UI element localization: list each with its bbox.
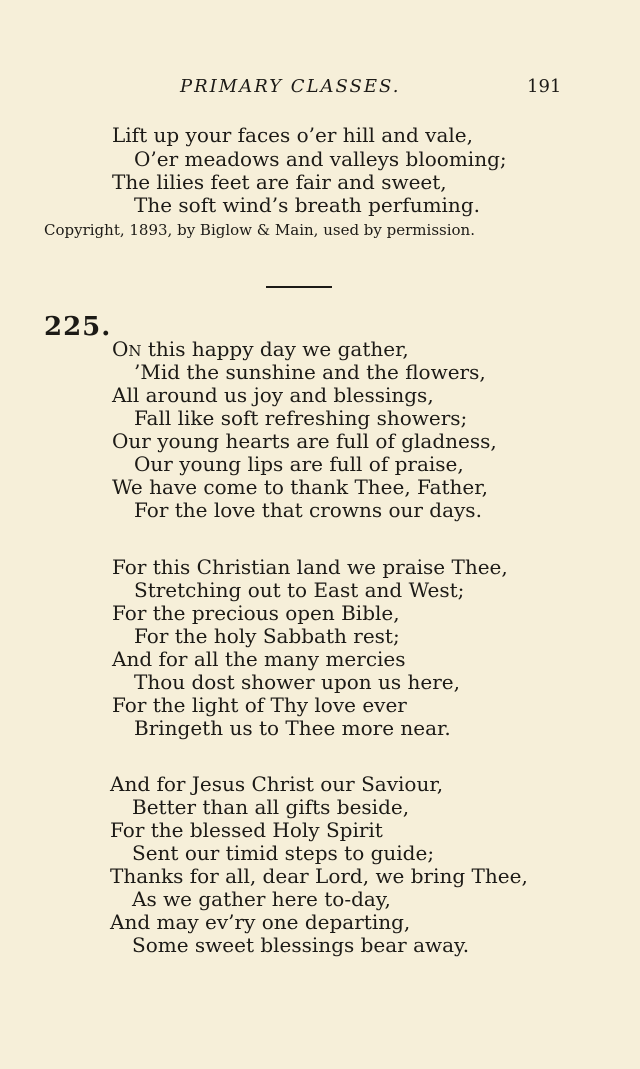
verse-line-first: [112, 338, 409, 362]
verse-line: For the blessed Holy Spirit: [110, 818, 383, 842]
verse-line: Better than all gifts beside,: [132, 795, 410, 819]
verse-line: Our young lips are full of praise,: [134, 452, 464, 476]
hymn-number: 225.: [44, 312, 112, 342]
verse-line: For the precious open Bible,: [112, 601, 400, 625]
verse-line: Bringeth us to Thee more near.: [134, 716, 451, 740]
verse-line: Thou dost shower upon us here,: [134, 670, 460, 694]
verse-line: For this Christian land we praise Thee,: [112, 555, 508, 579]
verse-line: And may ev’ry one departing,: [110, 910, 411, 934]
verse-line: We have come to thank Thee, Father,: [112, 475, 488, 499]
verse-line: Our young hearts are full of gladness,: [112, 429, 497, 453]
verse-line: Stretching out to East and West;: [134, 578, 465, 602]
verse-line: Lift up your faces o’er hill and vale,: [112, 123, 473, 147]
verse-line: And for all the many mercies: [112, 647, 406, 671]
verse-line: For the light of Thy love ever: [112, 693, 407, 717]
verse-line-text: this happy day we gather,: [141, 337, 409, 361]
page-number: 191: [527, 76, 562, 97]
verse-line: Some sweet blessings bear away.: [132, 933, 470, 957]
verse-line: Fall like soft refreshing showers;: [134, 406, 468, 430]
verse-line: Sent our timid steps to guide;: [132, 841, 435, 865]
verse-line: For the love that crowns our days.: [134, 498, 482, 522]
verse-line: For the holy Sabbath rest;: [134, 624, 400, 648]
verse-line: Thanks for all, dear Lord, we bring Thee,: [110, 864, 528, 888]
verse-line: ’Mid the sunshine and the flowers,: [134, 360, 486, 384]
verse-line: The soft wind’s breath perfuming.: [134, 193, 480, 217]
dropcap-letter: O: [112, 337, 129, 361]
copyright-notice: Copyright, 1893, by Biglow & Main, used by permission.: [44, 221, 475, 239]
verse-line: As we gather here to-day,: [132, 887, 391, 911]
running-head: PRIMARY CLASSES.: [180, 76, 401, 97]
verse-line: The lilies feet are fair and sweet,: [112, 170, 447, 194]
verse-line: And for Jesus Christ our Saviour,: [110, 772, 444, 796]
verse-line: O’er meadows and valleys blooming;: [134, 147, 507, 171]
section-divider: [266, 286, 332, 288]
verse-line: All around us joy and blessings,: [112, 383, 434, 407]
small-caps-letters: N: [128, 342, 142, 360]
